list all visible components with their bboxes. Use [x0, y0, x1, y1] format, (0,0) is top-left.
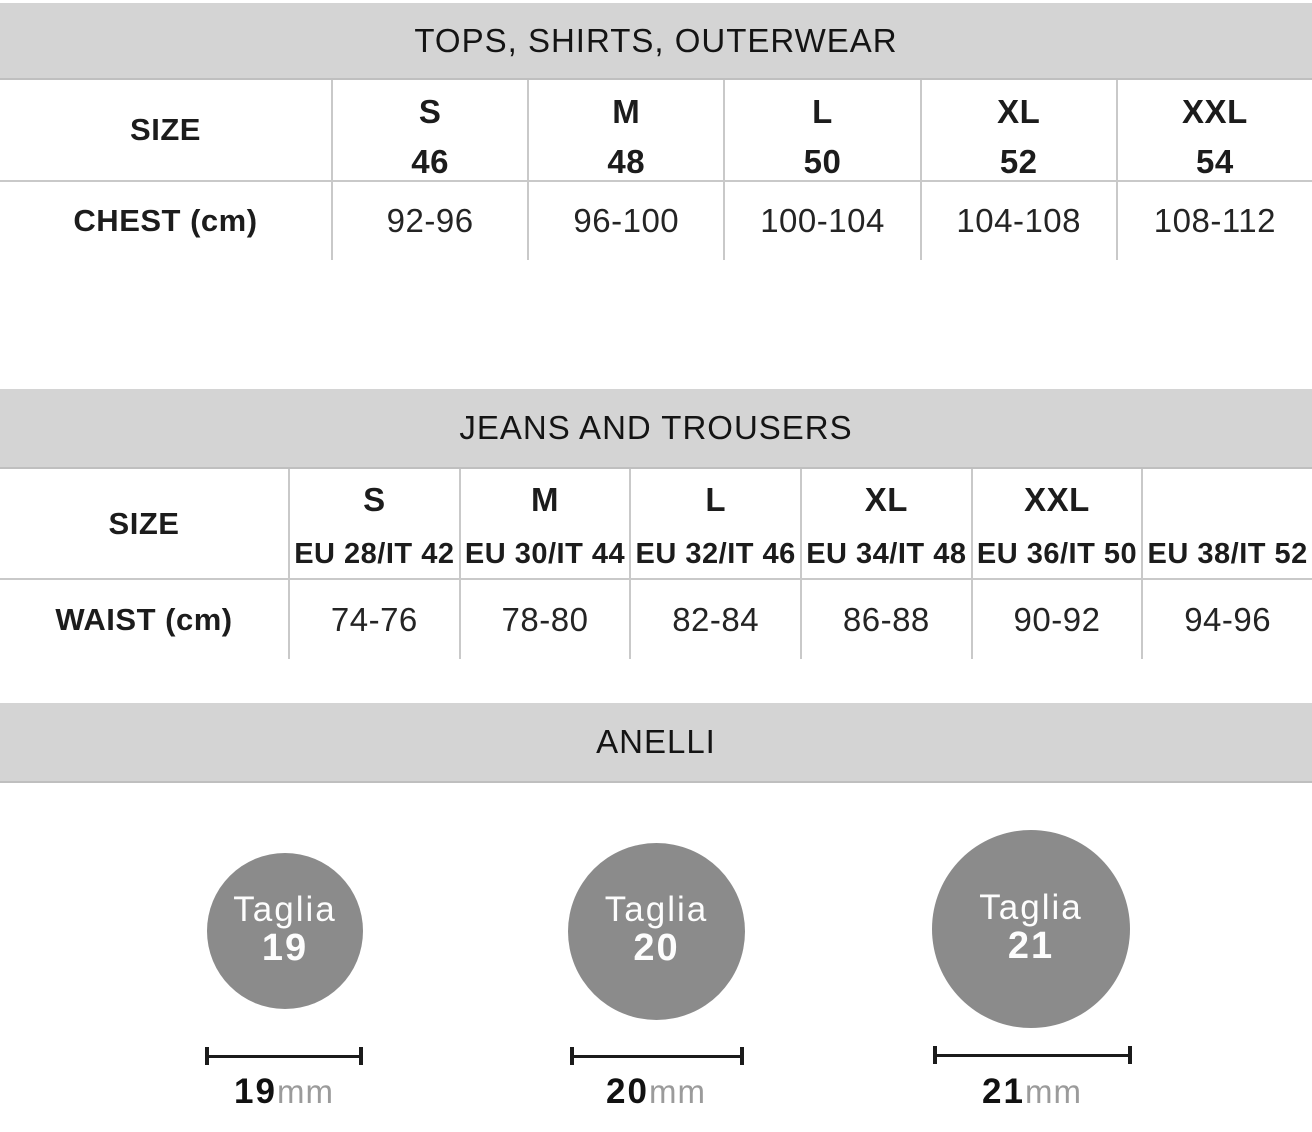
waist-value: 90-92 [971, 580, 1142, 659]
size-number: 46 [411, 143, 449, 180]
jeans-col-xl [800, 469, 971, 578]
size-number: 52 [999, 143, 1038, 180]
size-letter: L [812, 93, 833, 130]
mm-value: 19 [234, 1072, 277, 1111]
size-letter: M [530, 481, 559, 518]
tops-col-s [331, 80, 527, 180]
size-eu: EU 30/IT 44 [464, 538, 626, 570]
size-eu: EU 36/IT 50 [976, 538, 1138, 570]
waist-value: 78-80 [459, 580, 630, 659]
measure-rule [574, 1055, 740, 1058]
ring-size-number: 21 [1007, 924, 1055, 967]
size-letter: S [363, 481, 386, 518]
section-header-tops [0, 3, 1312, 80]
measure-tick [359, 1047, 363, 1065]
size-letter: M [612, 93, 641, 130]
chest-value: 96-100 [527, 182, 723, 260]
tops-chest-row [0, 182, 1312, 260]
chest-value: 100-104 [723, 182, 919, 260]
size-letter: XXL [1024, 481, 1090, 518]
measure-tick [740, 1047, 744, 1065]
chest-value: 108-112 [1116, 182, 1312, 260]
tops-col-xxl [1116, 80, 1312, 180]
jeans-col-eu38 [1141, 469, 1312, 578]
section-header-anelli [0, 703, 1312, 783]
ring-size-circle-21 [932, 830, 1130, 1028]
size-letter: XXL [1182, 93, 1248, 130]
tops-size-table [0, 80, 1312, 260]
waist-value: 94-96 [1141, 580, 1312, 659]
size-letter: S [418, 93, 442, 130]
section-title-anelli: ANELLI [596, 723, 716, 760]
jeans-size-table [0, 469, 1312, 659]
size-eu: EU 28/IT 42 [294, 538, 455, 570]
mm-label-20 [546, 1072, 766, 1112]
measure-rule [209, 1055, 359, 1058]
mm-value: 21 [982, 1072, 1025, 1111]
ring-size-number: 19 [261, 926, 309, 969]
mm-label-21 [922, 1072, 1142, 1112]
tops-col-m [527, 80, 723, 180]
measure-line-19 [205, 1047, 363, 1065]
mm-unit: mm [1024, 1073, 1082, 1110]
jeans-col-xxl [971, 469, 1142, 578]
ring-label: Taglia [233, 889, 337, 929]
tops-chest-label: CHEST (cm) [73, 203, 258, 238]
size-eu: EU 32/IT 46 [635, 538, 796, 570]
size-letter: XL [997, 93, 1041, 130]
tops-header-row [0, 80, 1312, 182]
size-eu: EU 34/IT 48 [806, 538, 967, 570]
jeans-size-label: SIZE [108, 505, 180, 541]
jeans-col-l [629, 469, 800, 578]
ring-size-circle-19 [207, 853, 363, 1009]
chest-value: 104-108 [920, 182, 1116, 260]
tops-col-xl [920, 80, 1116, 180]
size-number: 54 [1196, 143, 1234, 180]
ring-size-circle-20 [568, 843, 745, 1020]
waist-value: 82-84 [629, 580, 800, 659]
ring-label: Taglia [604, 890, 709, 930]
mm-unit: mm [276, 1073, 334, 1110]
section-title-jeans: JEANS AND TROUSERS [459, 409, 853, 446]
measure-line-21 [933, 1046, 1132, 1064]
ring-size-number: 20 [633, 927, 680, 970]
measure-tick [1128, 1046, 1132, 1064]
tops-col-l [723, 80, 919, 180]
measure-rule [937, 1054, 1128, 1057]
size-number: 48 [607, 143, 646, 180]
jeans-waist-label: WAIST (cm) [55, 601, 233, 637]
mm-unit: mm [648, 1073, 706, 1110]
tops-size-label: SIZE [130, 112, 201, 147]
waist-value: 74-76 [288, 580, 459, 659]
mm-label-19 [174, 1072, 394, 1112]
mm-value: 20 [606, 1072, 649, 1111]
section-header-jeans [0, 389, 1312, 469]
jeans-waist-row [0, 580, 1312, 659]
size-number: 50 [803, 143, 842, 180]
ring-label: Taglia [979, 887, 1083, 927]
jeans-col-m [459, 469, 630, 578]
size-letter: L [705, 481, 726, 518]
waist-value: 86-88 [800, 580, 971, 659]
size-letter: XL [864, 481, 908, 518]
measure-line-20 [570, 1047, 744, 1065]
section-title-tops: TOPS, SHIRTS, OUTERWEAR [414, 21, 898, 59]
size-eu: EU 38/IT 52 [1147, 538, 1308, 570]
jeans-header-row [0, 469, 1312, 580]
jeans-col-s [288, 469, 459, 578]
chest-value: 92-96 [331, 182, 527, 260]
